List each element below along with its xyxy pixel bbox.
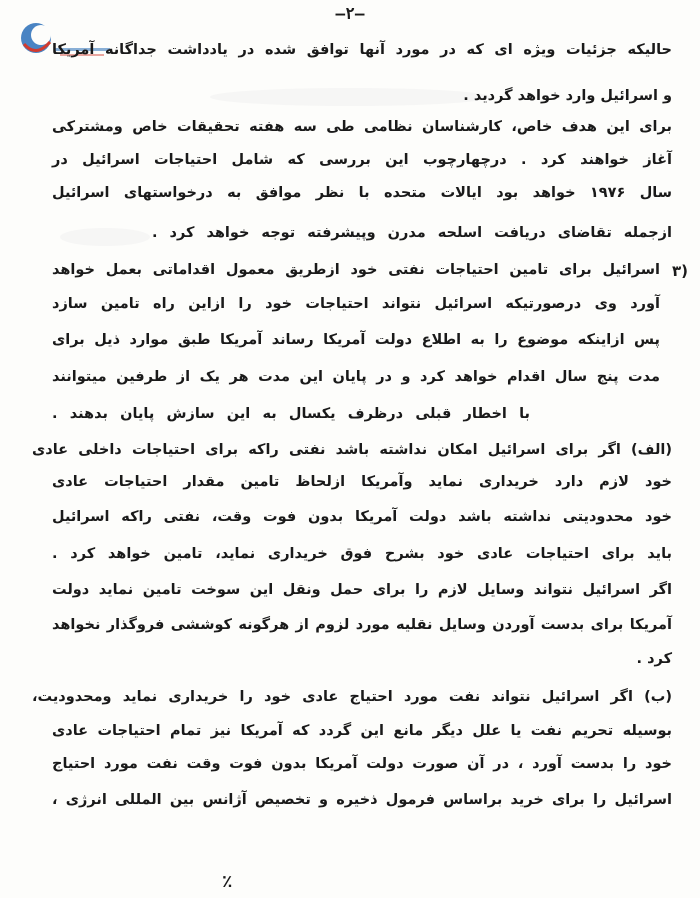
- item-line: اگر اسرائیل نتواند وسایل لازم را برای حمل ونقل این سوخت تامین نماید دولت: [52, 582, 672, 598]
- scan-smudge: [60, 228, 150, 246]
- paragraph-line: و اسرائیل وارد خواهد گردید .: [463, 88, 672, 104]
- item-line: اسرائیل برای تامین احتیاجات نفتی خود ازطریق معمول اقداماتی بعمل خواهد: [52, 262, 660, 278]
- item-line: خود محدودیتی نداشته باشد دولت آمریکا بدون فوت وقت، نفتی راکه اسرائیل: [52, 509, 672, 525]
- paragraph-line: ازجمله تقاضای دریافت اسلحه مدرن وپیشرفته توجه خواهد کرد .: [152, 225, 672, 241]
- item-line: (الف) اگر برای اسرائیل امکان نداشته باشد نفتی راکه برای احتیاجات داخلی عادی: [32, 442, 672, 458]
- item-line: آورد وی درصورتیکه اسرائیل نتواند احتیاجات خود را ازاین راه تامین سازد: [52, 296, 660, 312]
- page-number: –۲–: [335, 4, 365, 23]
- paragraph-line: سال ۱۹۷۶ خواهد بود ایالات متحده با نظر موافق به درخواستهای اسرائیل: [52, 185, 672, 201]
- item-3-marker: ۳): [671, 262, 688, 280]
- bottom-mark: ٪: [222, 872, 233, 892]
- item-line: پس ازاینکه موضوع را به اطلاع دولت آمریکا رساند آمریکا طبق موارد ذیل برای: [52, 332, 660, 348]
- paragraph-line: برای این هدف خاص، کارشناسان نظامی طی سه هفته تحقیقات خاص ومشترکی: [52, 119, 672, 135]
- paragraph-line: حالیکه جزئیات ویژه ای که در مورد آنها توافق شده در یادداشت جداگانه آمریکا: [52, 42, 672, 58]
- item-line: (ب) اگر اسرائیل نتواند نفت مورد احتیاج عادی خود را خریداری نماید ومحدودیت،: [32, 689, 672, 705]
- paragraph-line: آغاز خواهند کرد . درچهارچوب این بررسی که شامل احتیاجات اسرائیل در: [52, 152, 672, 168]
- item-line: بوسیله تحریم نفت یا علل دیگر مانع این گردد که آمریکا نیز تمام احتیاجات عادی: [52, 723, 672, 739]
- item-line: خود را بدست آورد ، در آن صورت دولت آمریکا بدون فوت وقت نفت مورد احتیاج: [52, 756, 672, 772]
- item-line: اسرائیل را برای خرید براساس فرمول ذخیره و تخصیص آژانس بین المللی انرژی ،: [52, 792, 672, 808]
- item-line: باید برای احتیاجات عادی خود بشرح فوق خریداری نماید، تامین خواهد کرد .: [52, 546, 672, 562]
- item-line: با اخطار قبلی درظرف یکسال به این سازش پایان بدهند .: [52, 406, 530, 422]
- item-line: آمریکا برای بدست آوردن وسایل نقلیه مورد لزوم از هرگونه کوششی فروگذار نخواهد: [52, 617, 672, 633]
- item-line: مدت پنج سال اقدام خواهد کرد و در پایان این مدت هر یک از طرفین میتوانند: [52, 369, 660, 385]
- item-line: کرد .: [636, 651, 672, 667]
- item-line: خود لازم دارد خریداری نماید وآمریکا ازلحاظ تامین مقدار احتیاجات عادی: [52, 474, 672, 490]
